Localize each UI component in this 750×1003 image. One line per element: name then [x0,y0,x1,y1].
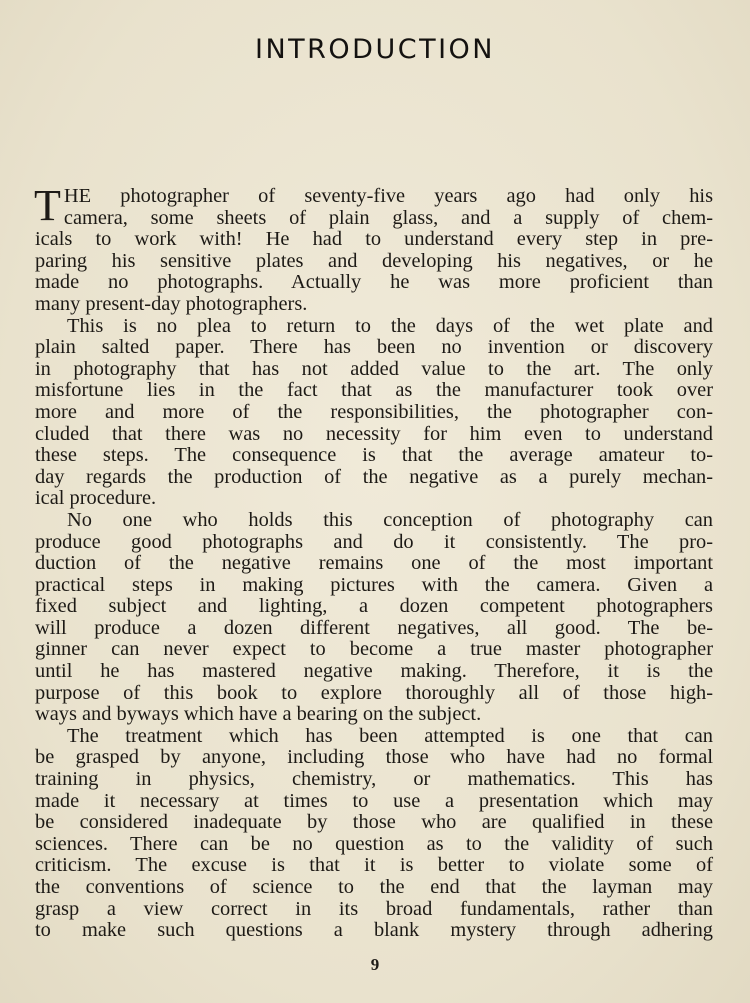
body-text [34,181,713,942]
text-line: misfortune lies in the fact that as the manufacturer took over [35,379,713,402]
text-line: fixed subject and lighting, a dozen competent photographers [35,595,713,618]
text-line: produce good photographs and do it consistently. The pro- [35,530,713,553]
paragraph-3 [35,510,713,726]
text-line: practical steps in making pictures with the camera. Given a [35,573,713,596]
text-line: grasp a view correct in its broad fundamentals, rather than [35,897,713,920]
text-line: will produce a dozen different negatives, all good. The be- [35,616,713,639]
text-line: plain salted paper. There has been no invention or discovery [35,336,713,359]
text-line: these steps. The consequence is that the average amateur to- [35,444,713,467]
text-line: duction of the negative remains one of the most important [35,552,713,575]
text-line: This is no plea to return to the days of the wet plate and [67,314,713,337]
text-line: ways and byways which have a bearing on the subject. [35,703,482,726]
text-line: No one who holds this conception of photography can [67,508,713,531]
text-line: cluded that there was no necessity for him even to understand [35,422,713,445]
drop-cap: T [34,181,61,230]
text-line: be grasped by anyone, including those who have had no formal [35,746,713,769]
text-line: criticism. The excuse is that it is better to violate some of [35,854,713,877]
text-line: icals to work with! He had to understand every step in pre- [35,228,713,251]
paragraph-2 [35,316,713,510]
text-line: The treatment which has been attempted is one that can [67,724,713,747]
text-line: made it necessary at times to use a presentation which may [35,789,713,812]
page-number: 9 [370,955,380,974]
text-line: HE photographer of seventy-five years ago had only his [63,185,713,207]
text-line: ical procedure. [35,487,157,510]
text-line: be considered inadequate by those who are qualified in these [35,811,713,834]
text-line: until he has mastered negative making. Therefore, it is the [35,660,713,683]
text-line: day regards the production of the negative as a purely mechan- [35,465,713,488]
paragraph-4 [35,726,713,942]
paragraph-1 [34,181,713,316]
text-line: purpose of this book to explore thoroughly all of those high- [35,681,713,704]
text-line: in photography that has not added value to the art. The only [35,357,713,380]
text-line: training in physics, chemistry, or mathematics. This has [35,768,713,791]
text-line: ginner can never expect to become a true master photographer [35,638,713,661]
text-line: to make such questions a blank mystery through adhering [35,919,713,942]
text-line: sciences. There can be no question as to the validity of such [35,832,713,855]
text-line: paring his sensitive plates and developing his negatives, or he [35,249,713,272]
chapter-title: INTRODUCTION [255,34,495,65]
text-line: camera, some sheets of plain glass, and a supply of chem- [63,206,713,229]
text-line: more and more of the responsibilities, the photographer con- [35,400,713,423]
text-line: many present-day photographers. [35,292,308,315]
text-line: the conventions of science to the end that the layman may [35,876,713,898]
text-line: made no photographs. Actually he was more proficient than [35,271,713,294]
